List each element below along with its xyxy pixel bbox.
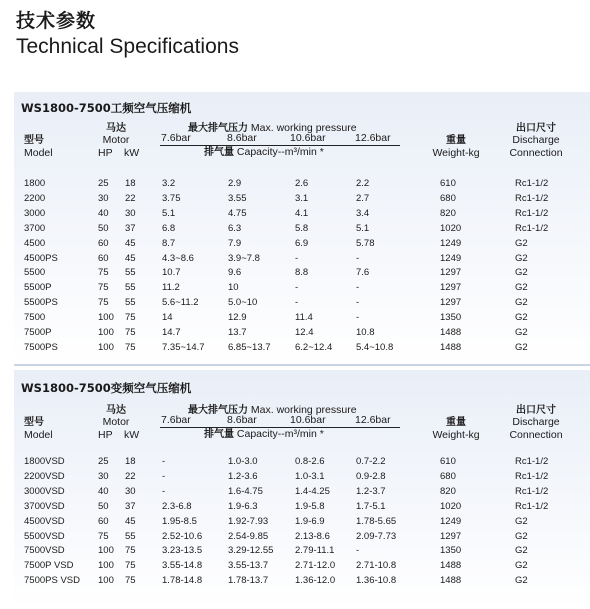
pressure-8-6: 8.6bar (227, 132, 257, 144)
capacity-header-en: Capacity--m³/min * (236, 146, 324, 158)
table-row (14, 342, 590, 356)
capacity-10-6-cell: 2.79-11.1 (295, 545, 335, 557)
table-row (14, 531, 590, 545)
capacity-8-6-cell: 1.78-13.7 (228, 575, 269, 587)
outlet-cell: Rc1-1/2 (515, 485, 549, 497)
capacity-12-6-cell: 5.4~10.8 (356, 341, 394, 353)
capacity-10-6-cell: 6.2~12.4 (295, 341, 333, 353)
table-row (14, 327, 590, 341)
capacity-8-6-cell: 12.9 (228, 312, 247, 324)
model-cell: 5500P (24, 282, 52, 294)
model-cell: 2200 (24, 192, 46, 204)
weight-cell: 1249 (440, 252, 462, 264)
weight-cell: 1249 (440, 515, 462, 527)
outlet-header-en2: Connection (509, 429, 563, 441)
model-cell: 1800VSD (24, 456, 65, 467)
weight-cell: 1020 (440, 500, 462, 512)
kw-cell: 30 (125, 207, 136, 219)
capacity-8-6-cell: 3.29-12.55 (228, 545, 274, 557)
capacity-12-6-cell: 2.71-10.8 (356, 560, 397, 572)
capacity-7-6-cell: 2.3-6.8 (162, 500, 192, 512)
outlet-cell: Rc1-1/2 (515, 500, 549, 512)
capacity-7-6-cell: 10.7 (162, 267, 181, 279)
capacity-8-6-cell: 1.2-3.6 (228, 470, 258, 482)
weight-cell: 1350 (440, 545, 462, 557)
hp-cell: 25 (98, 456, 109, 467)
capacity-7-6-cell: 2.52-10.6 (162, 530, 203, 542)
pressure-12-6: 12.6bar (355, 414, 391, 426)
outlet-header-cn: 出口尺寸 (516, 405, 556, 416)
capacity-7-6-cell: 14.7 (162, 327, 181, 338)
capacity-header (204, 146, 324, 159)
pressure-header-en: Max. working pressure (250, 122, 357, 134)
capacity-7-6-cell: - (162, 485, 166, 497)
table-row (14, 545, 590, 559)
capacity-10-6-cell: 11.4 (295, 312, 313, 324)
pressure-header-cn: 最大排气压力 (188, 123, 248, 134)
model-cell: 7500P VSD (24, 560, 74, 572)
capacity-12-6-cell: 3.4 (356, 207, 370, 219)
capacity-8-6-cell: 3.9~7.8 (228, 252, 260, 264)
table-row (14, 267, 590, 281)
capacity-7-6-cell: 8.7 (162, 237, 176, 249)
capacity-10-6-cell: - (295, 282, 299, 294)
outlet-cell: G2 (515, 515, 528, 527)
outlet-cell: G2 (515, 282, 528, 294)
capacity-7-6-cell: 6.8 (162, 222, 176, 234)
weight-header-cn: 重量 (446, 417, 466, 428)
table-row (14, 253, 590, 267)
hp-cell: 60 (98, 252, 109, 264)
outlet-header-en1: Discharge (512, 416, 560, 428)
outlet-cell: G2 (515, 545, 528, 557)
model-cell: 5500VSD (24, 530, 65, 542)
capacity-10-6-cell: 6.9 (295, 237, 309, 249)
weight-cell: 1488 (440, 575, 462, 587)
hp-header: HP (98, 429, 113, 441)
capacity-12-6-cell: 5.1 (356, 222, 370, 234)
kw-header: kW (124, 147, 140, 159)
table-row (14, 208, 590, 222)
weight-header-cn: 重量 (446, 135, 466, 146)
hp-cell: 40 (98, 485, 109, 497)
hp-cell: 75 (98, 267, 109, 279)
weight-cell: 1350 (440, 312, 462, 324)
model-header-cn: 型号 (24, 135, 44, 146)
model-cell: 3700VSD (24, 500, 65, 512)
motor-header-cn: 马达 (106, 123, 126, 134)
hp-cell: 100 (98, 575, 114, 587)
weight-cell: 680 (440, 470, 456, 482)
model-cell: 7500PS (24, 341, 58, 353)
capacity-12-6-cell: - (356, 545, 360, 557)
kw-cell: 45 (125, 237, 136, 249)
capacity-7-6-cell: 3.75 (162, 192, 181, 204)
weight-header-en: Weight-kg (432, 147, 480, 159)
capacity-8-6-cell: 4.75 (228, 207, 247, 219)
pressure-7-6: 7.6bar (161, 132, 191, 144)
fixed-speed-table (14, 92, 590, 364)
model-cell: 7500P (24, 327, 52, 338)
table-row (14, 282, 590, 296)
capacity-8-6-cell: 3.55-13.7 (228, 560, 269, 572)
outlet-cell: G2 (515, 312, 528, 324)
table-row (14, 193, 590, 207)
model-cell: 3000 (24, 207, 46, 219)
capacity-8-6-cell: 3.55 (228, 192, 247, 204)
pressure-10-6: 10.6bar (290, 414, 326, 426)
table-row (14, 312, 590, 326)
model-cell: 4500VSD (24, 515, 65, 527)
weight-cell: 1020 (440, 222, 462, 234)
outlet-header-en2: Connection (509, 147, 563, 159)
capacity-10-6-cell: 5.8 (295, 222, 309, 234)
page-title-en: Technical Specifications (16, 35, 239, 58)
outlet-cell: G2 (515, 237, 528, 249)
hp-cell: 100 (98, 327, 114, 338)
capacity-7-6-cell: 1.95-8.5 (162, 515, 197, 527)
outlet-cell: G2 (515, 327, 528, 338)
capacity-12-6-cell: 7.6 (356, 267, 370, 279)
capacity-8-6-cell: 1.6-4.75 (228, 485, 263, 497)
capacity-12-6-cell: 1.7-5.1 (356, 500, 386, 512)
hp-cell: 75 (98, 297, 109, 309)
outlet-cell: G2 (515, 267, 528, 279)
capacity-10-6-cell: 0.8-2.6 (295, 456, 325, 467)
kw-cell: 18 (125, 456, 136, 467)
capacity-7-6-cell: 14 (162, 312, 173, 324)
capacity-12-6-cell: 10.8 (356, 327, 375, 338)
hp-cell: 100 (98, 341, 114, 353)
weight-cell: 1297 (440, 267, 462, 279)
capacity-8-6-cell: 1.92-7.93 (228, 515, 269, 527)
kw-cell: 45 (125, 252, 136, 264)
pressure-header-cn: 最大排气压力 (188, 405, 248, 416)
weight-cell: 820 (440, 485, 456, 497)
kw-cell: 75 (125, 312, 136, 324)
pressure-12-6: 12.6bar (355, 132, 391, 144)
hp-cell: 100 (98, 545, 114, 557)
model-cell: 5500PS (24, 297, 58, 309)
capacity-12-6-cell: 5.78 (356, 237, 375, 249)
motor-header-en: Motor (102, 416, 130, 428)
model-cell: 1800 (24, 178, 46, 189)
capacity-10-6-cell: - (295, 297, 299, 309)
motor-header-en: Motor (102, 134, 130, 146)
capacity-12-6-cell: - (356, 312, 360, 324)
weight-cell: 610 (440, 456, 456, 467)
model-cell: 7500PS VSD (24, 575, 80, 587)
pressure-header-en: Max. working pressure (250, 404, 357, 416)
weight-cell: 1488 (440, 327, 462, 338)
model-cell: 4500PS (24, 252, 58, 264)
capacity-7-6-cell: 4.3~8.6 (162, 252, 194, 264)
capacity-8-6-cell: 2.54-9.85 (228, 530, 269, 542)
capacity-10-6-cell: 1.36-12.0 (295, 575, 336, 587)
capacity-8-6-cell: 9.6 (228, 267, 242, 279)
weight-cell: 1297 (440, 297, 462, 309)
capacity-7-6-cell: 3.2 (162, 178, 176, 189)
model-header-en: Model (24, 147, 53, 159)
outlet-cell: Rc1-1/2 (515, 207, 549, 219)
hp-cell: 100 (98, 560, 114, 572)
outlet-cell: Rc1-1/2 (515, 470, 549, 482)
outlet-header-en1: Discharge (512, 134, 560, 146)
capacity-7-6-cell: 7.35~14.7 (162, 341, 205, 353)
weight-cell: 820 (440, 207, 456, 219)
table-header (14, 122, 590, 172)
kw-cell: 75 (125, 327, 136, 338)
hp-header: HP (98, 147, 113, 159)
kw-cell: 75 (125, 545, 136, 557)
weight-cell: 1297 (440, 530, 462, 542)
hp-cell: 100 (98, 312, 114, 324)
capacity-12-6-cell: 2.7 (356, 192, 370, 204)
kw-cell: 55 (125, 267, 136, 279)
table-row (14, 178, 590, 192)
weight-cell: 610 (440, 178, 456, 189)
pressure-8-6: 8.6bar (227, 414, 257, 426)
kw-cell: 75 (125, 341, 136, 353)
capacity-10-6-cell: - (295, 252, 299, 264)
model-cell: 7500VSD (24, 545, 65, 557)
table-row (14, 575, 590, 589)
capacity-12-6-cell: - (356, 252, 360, 264)
kw-cell: 55 (125, 297, 136, 309)
table-row (14, 297, 590, 311)
model-header-cn: 型号 (24, 417, 44, 428)
outlet-cell: G2 (515, 252, 528, 264)
outlet-header-cn: 出口尺寸 (516, 123, 556, 134)
capacity-8-6-cell: 13.7 (228, 327, 247, 338)
fixed-speed-table-title: WS1800-7500工频空气压缩机 (21, 101, 192, 115)
hp-cell: 75 (98, 530, 109, 542)
outlet-cell: Rc1-1/2 (515, 178, 549, 189)
motor-header-cn: 马达 (106, 405, 126, 416)
table-row (14, 501, 590, 515)
model-header-en: Model (24, 429, 53, 441)
capacity-8-6-cell: 1.0-3.0 (228, 456, 258, 467)
capacity-7-6-cell: 3.23-13.5 (162, 545, 203, 557)
table-row (14, 486, 590, 500)
capacity-7-6-cell: - (162, 470, 166, 482)
table-row (14, 471, 590, 485)
capacity-8-6-cell: 6.85~13.7 (228, 341, 271, 353)
kw-cell: 55 (125, 530, 136, 542)
hp-cell: 50 (98, 500, 109, 512)
model-cell: 3000VSD (24, 485, 65, 497)
hp-cell: 25 (98, 178, 109, 189)
kw-header: kW (124, 429, 140, 441)
kw-cell: 22 (125, 470, 136, 482)
capacity-10-6-cell: 2.6 (295, 178, 309, 189)
capacity-7-6-cell: 5.6~11.2 (162, 297, 199, 309)
capacity-12-6-cell: - (356, 297, 360, 309)
hp-cell: 30 (98, 192, 109, 204)
outlet-cell: G2 (515, 560, 528, 572)
capacity-10-6-cell: 1.4-4.25 (295, 485, 330, 497)
model-cell: 4500 (24, 237, 46, 249)
capacity-8-6-cell: 2.9 (228, 178, 242, 189)
outlet-cell: G2 (515, 297, 528, 309)
outlet-cell: Rc1-1/2 (515, 192, 549, 204)
capacity-header-cn: 排气量 (204, 147, 234, 158)
outlet-cell: Rc1-1/2 (515, 456, 549, 467)
capacity-header (204, 428, 324, 441)
capacity-12-6-cell: 0.9-2.8 (356, 470, 386, 482)
table-divider (14, 364, 590, 366)
page-title-cn: 技术参数 (16, 10, 97, 32)
capacity-header-cn: 排气量 (204, 429, 234, 440)
outlet-cell: G2 (515, 341, 528, 353)
capacity-7-6-cell: 11.2 (162, 282, 180, 294)
capacity-12-6-cell: - (356, 282, 360, 294)
capacity-10-6-cell: 3.1 (295, 192, 309, 204)
outlet-cell: Rc1-1/2 (515, 222, 549, 234)
kw-cell: 22 (125, 192, 136, 204)
capacity-8-6-cell: 1.9-6.3 (228, 500, 258, 512)
capacity-10-6-cell: 4.1 (295, 207, 309, 219)
capacity-12-6-cell: 2.09-7.73 (356, 530, 397, 542)
capacity-7-6-cell: 3.55-14.8 (162, 560, 203, 572)
weight-cell: 680 (440, 192, 456, 204)
kw-cell: 37 (125, 500, 136, 512)
model-cell: 7500 (24, 312, 46, 324)
hp-cell: 50 (98, 222, 109, 234)
weight-cell: 1488 (440, 560, 462, 572)
hp-cell: 75 (98, 282, 109, 294)
capacity-8-6-cell: 7.9 (228, 237, 242, 249)
model-cell: 2200VSD (24, 470, 65, 482)
capacity-12-6-cell: 1.78-5.65 (356, 515, 397, 527)
kw-cell: 75 (125, 575, 136, 587)
capacity-12-6-cell: 2.2 (356, 178, 370, 189)
capacity-12-6-cell: 1.36-10.8 (356, 575, 397, 587)
variable-speed-table-title: WS1800-7500变频空气压缩机 (21, 381, 192, 395)
kw-cell: 37 (125, 222, 136, 234)
outlet-cell: G2 (515, 530, 528, 542)
pressure-10-6: 10.6bar (290, 132, 326, 144)
weight-cell: 1249 (440, 237, 462, 249)
capacity-8-6-cell: 5.0~10 (228, 297, 258, 309)
hp-cell: 60 (98, 515, 109, 527)
outlet-cell: G2 (515, 575, 528, 587)
weight-header-en: Weight-kg (432, 429, 480, 441)
capacity-12-6-cell: 0.7-2.2 (356, 456, 386, 467)
capacity-10-6-cell: 1.9-6.9 (295, 515, 325, 527)
pressure-7-6: 7.6bar (161, 414, 191, 426)
capacity-10-6-cell: 1.9-5.8 (295, 500, 325, 512)
capacity-10-6-cell: 1.0-3.1 (295, 470, 325, 482)
capacity-8-6-cell: 10 (228, 282, 239, 294)
model-cell: 5500 (24, 267, 46, 279)
pressure-header (188, 404, 357, 417)
model-cell: 3700 (24, 222, 46, 234)
kw-cell: 18 (125, 178, 136, 189)
kw-cell: 75 (125, 560, 136, 572)
table-row (14, 516, 590, 530)
weight-cell: 1297 (440, 282, 462, 294)
table-row (14, 238, 590, 252)
hp-cell: 30 (98, 470, 109, 482)
hp-cell: 60 (98, 237, 109, 249)
table-row (14, 560, 590, 574)
capacity-8-6-cell: 6.3 (228, 222, 242, 234)
kw-cell: 55 (125, 282, 136, 294)
capacity-10-6-cell: 2.71-12.0 (295, 560, 336, 572)
capacity-10-6-cell: 2.13-8.6 (295, 530, 330, 542)
capacity-7-6-cell: 5.1 (162, 207, 176, 219)
capacity-12-6-cell: 1.2-3.7 (356, 485, 386, 497)
variable-speed-table (14, 370, 590, 609)
table-header (14, 404, 590, 454)
pressure-header (188, 122, 357, 135)
capacity-10-6-cell: 12.4 (295, 327, 314, 338)
capacity-7-6-cell: 1.78-14.8 (162, 575, 203, 587)
table-row (14, 456, 590, 470)
kw-cell: 30 (125, 485, 136, 497)
capacity-header-en: Capacity--m³/min * (236, 428, 324, 440)
capacity-10-6-cell: 8.8 (295, 267, 309, 279)
table-row (14, 223, 590, 237)
hp-cell: 40 (98, 207, 109, 219)
kw-cell: 45 (125, 515, 136, 527)
capacity-7-6-cell: - (162, 456, 166, 467)
weight-cell: 1488 (440, 341, 462, 353)
